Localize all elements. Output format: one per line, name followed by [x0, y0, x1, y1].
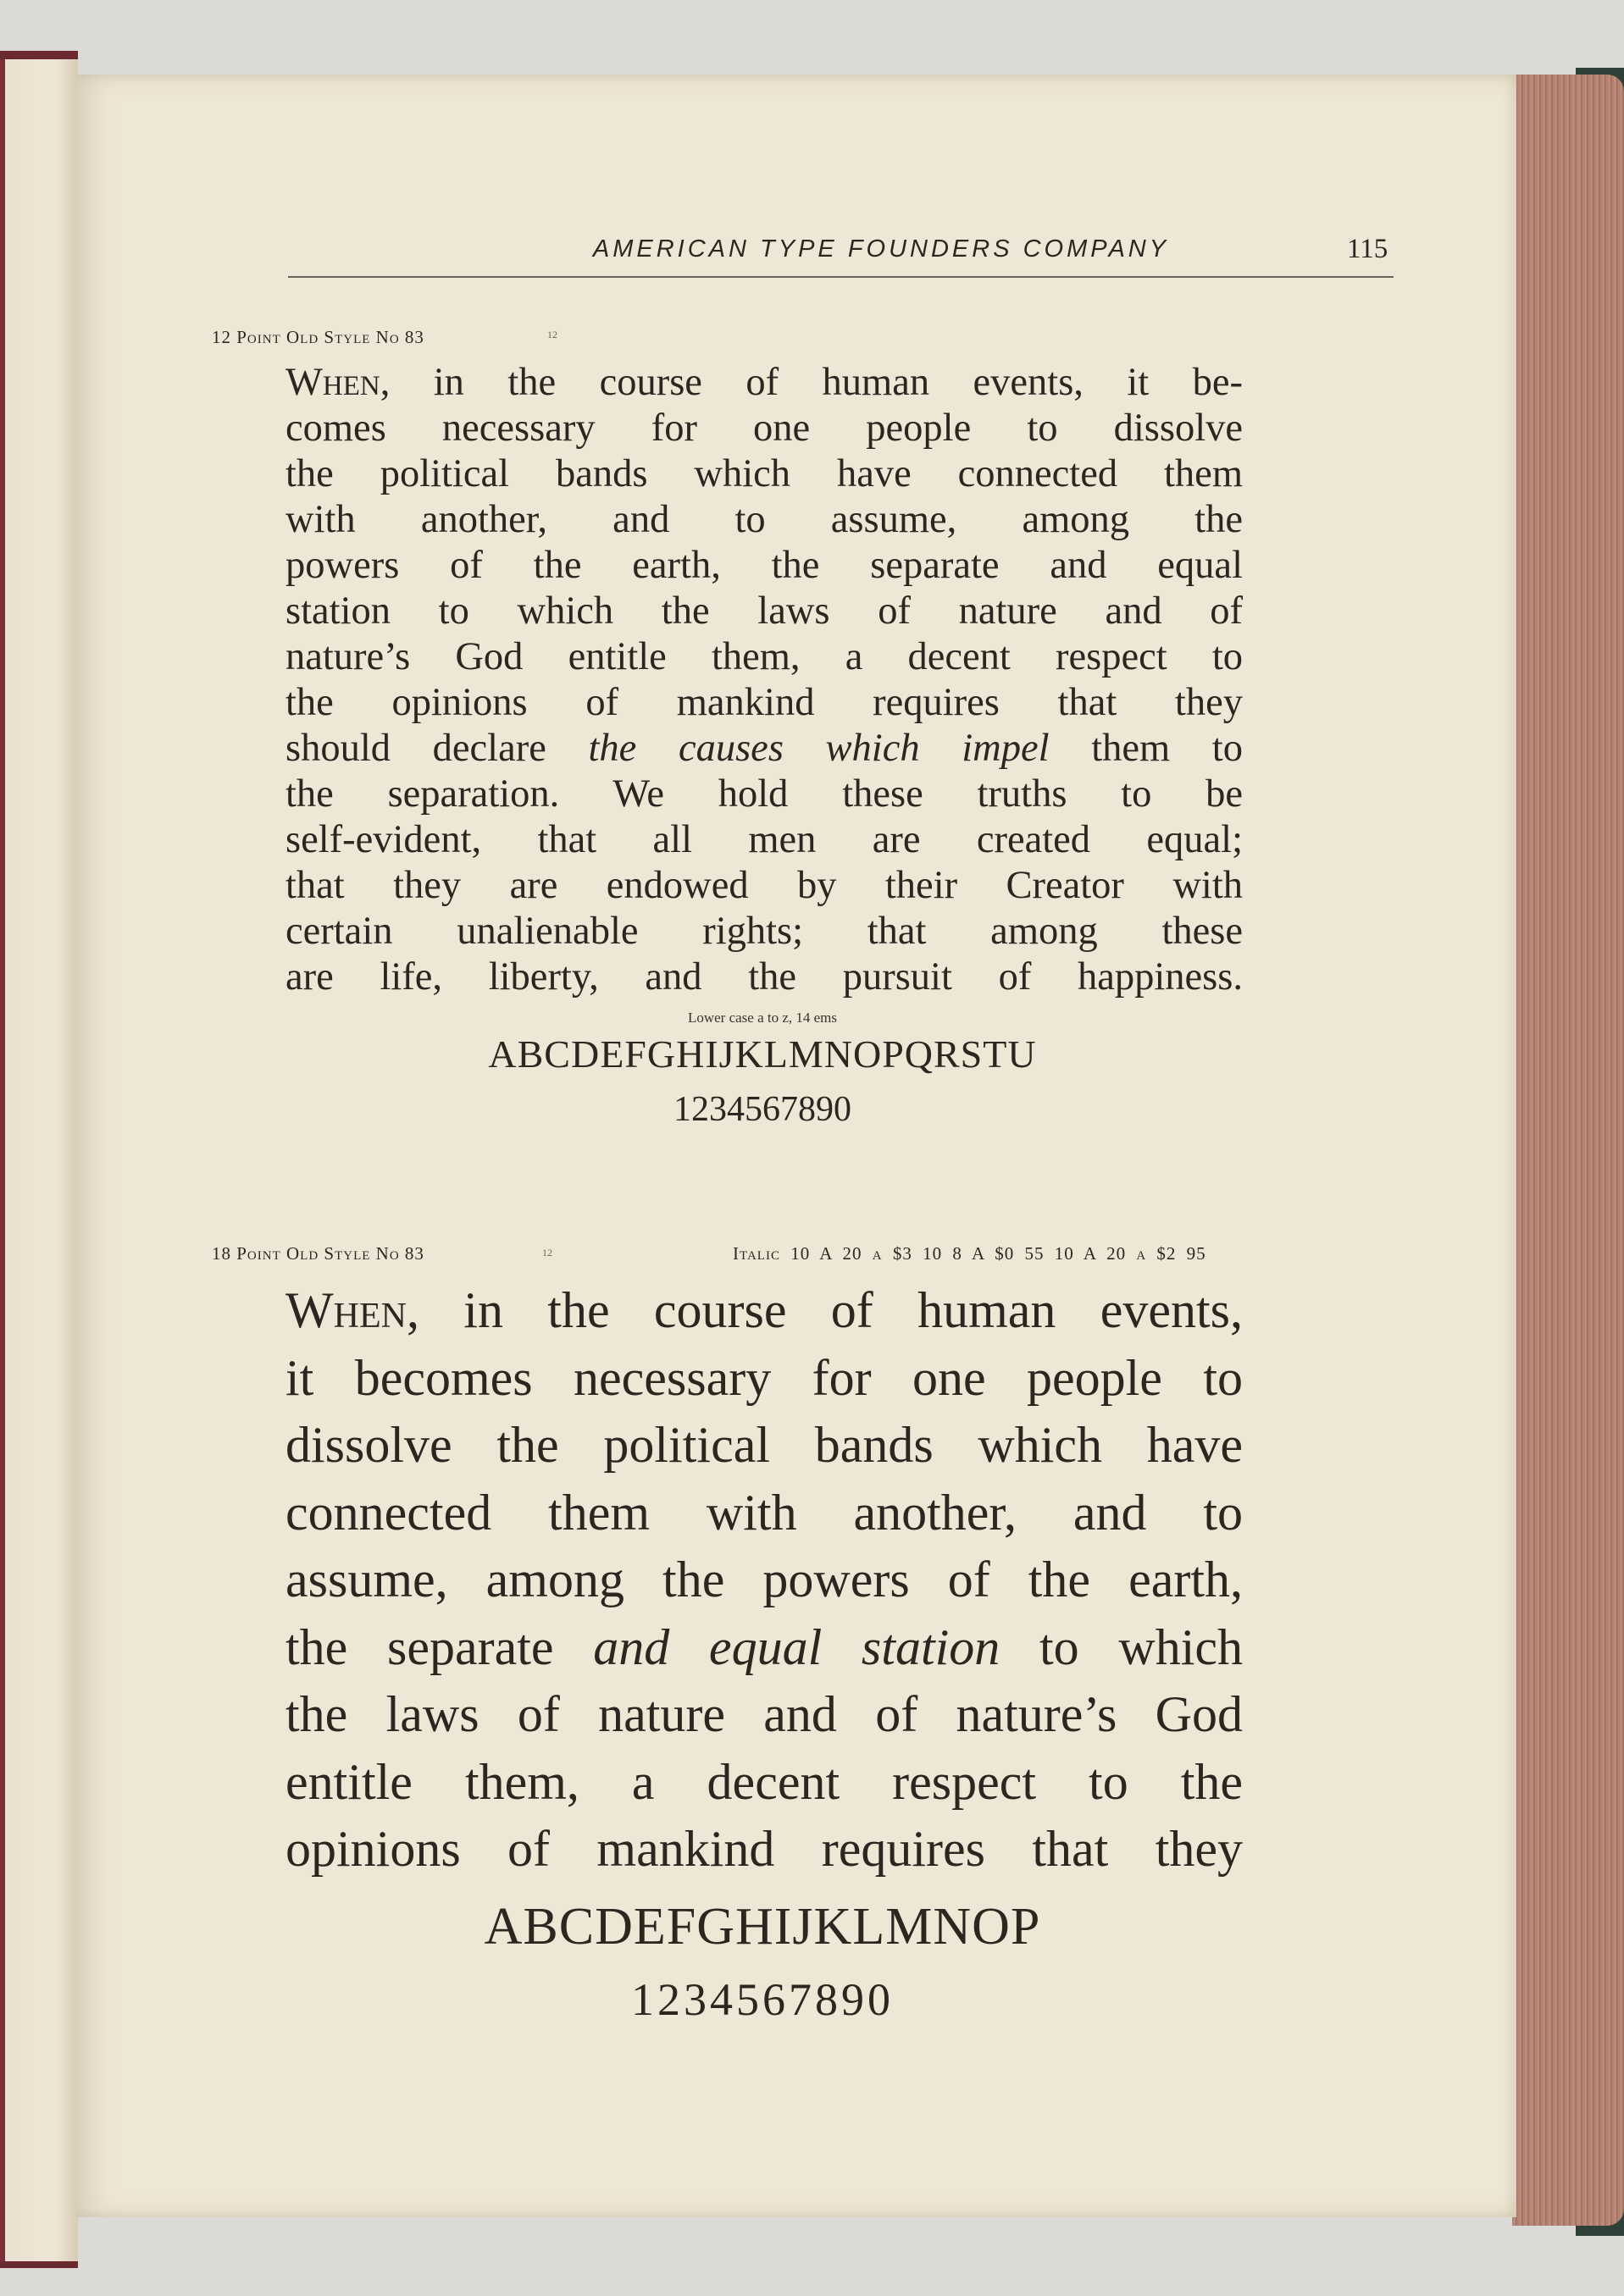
text-line: powers of the earth, the separate and equal — [285, 544, 1243, 587]
page-number: 115 — [1347, 234, 1388, 264]
text-line: are life, liberty, and the pursuit of happiness. — [285, 955, 1243, 999]
specimen-18-text — [285, 1277, 1243, 1884]
text-line: with another, and to assume, among the — [285, 498, 1243, 541]
text-line: the separation. We hold these truths to be — [285, 772, 1243, 816]
text-line: entitle them, a decent respect to the — [285, 1753, 1243, 1810]
specimen-12-label: 12 Point Old Style No 83 — [212, 327, 424, 347]
specimen-12-caption: Lower case a to z, 14 ems — [687, 1010, 838, 1026]
text-line: it becomes necessary for one people to — [285, 1349, 1243, 1406]
text-line: the laws of nature and of nature’s God — [285, 1686, 1243, 1742]
text-line: connected them with another, and to — [285, 1484, 1243, 1541]
text-line: that they are endowed by their Creator with — [285, 864, 1243, 907]
text-line: opinions of mankind requires that they — [285, 1821, 1243, 1877]
specimen-12-text — [285, 360, 1243, 1000]
text-line: station to which the laws of nature and of — [285, 589, 1243, 633]
specimen-12-alphabet: ABCDEFGHIJKLMNOPQRSTU — [488, 1032, 1037, 1076]
book-page — [76, 75, 1516, 2217]
text-line: should declare the causes which impel them to — [285, 727, 1243, 770]
specimen-18-digits: 1234567890 — [631, 1974, 894, 2025]
header-rule — [288, 276, 1394, 278]
text-line: certain unalienable rights; that among these — [285, 910, 1243, 953]
text-line: dissolve the political bands which have — [285, 1417, 1243, 1473]
page-edges — [1512, 75, 1624, 2226]
text-line: the political bands which have connected them — [285, 452, 1243, 495]
text-line: the opinions of mankind requires that they — [285, 681, 1243, 724]
specimen-18-pricing: Italic 10 A 20 a $3 10 8 A $0 55 10 A 20 a $2 95 — [733, 1243, 1206, 1264]
text-line: self-evident, that all men are created equal; — [285, 818, 1243, 861]
text-line: When, in the course of human events, — [285, 1282, 1243, 1338]
specimen-18-label: 18 Point Old Style No 83 — [212, 1243, 424, 1264]
text-line: assume, among the powers of the earth, — [285, 1552, 1243, 1607]
text-line: nature’s God entitle them, a decent respect to — [285, 635, 1243, 678]
specimen-12-digits: 1234567890 — [673, 1090, 851, 1129]
italic-phrase: the causes which impel — [588, 727, 1050, 770]
specimen-18-marker: 12 — [542, 1247, 552, 1259]
running-head: AMERICAN TYPE FOUNDERS COMPANY — [592, 235, 1170, 263]
text-line: When, in the course of human events, it be- — [285, 361, 1243, 404]
specimen-18-alphabet: ABCDEFGHIJKLMNOP — [484, 1898, 1041, 1956]
text-line: comes necessary for one people to dissolve — [285, 407, 1243, 450]
text-line: the separate and equal station to which — [285, 1618, 1243, 1675]
italic-phrase: and equal station — [593, 1618, 1000, 1675]
book-binding-left — [0, 51, 78, 2268]
specimen-12-marker: 12 — [547, 329, 557, 340]
